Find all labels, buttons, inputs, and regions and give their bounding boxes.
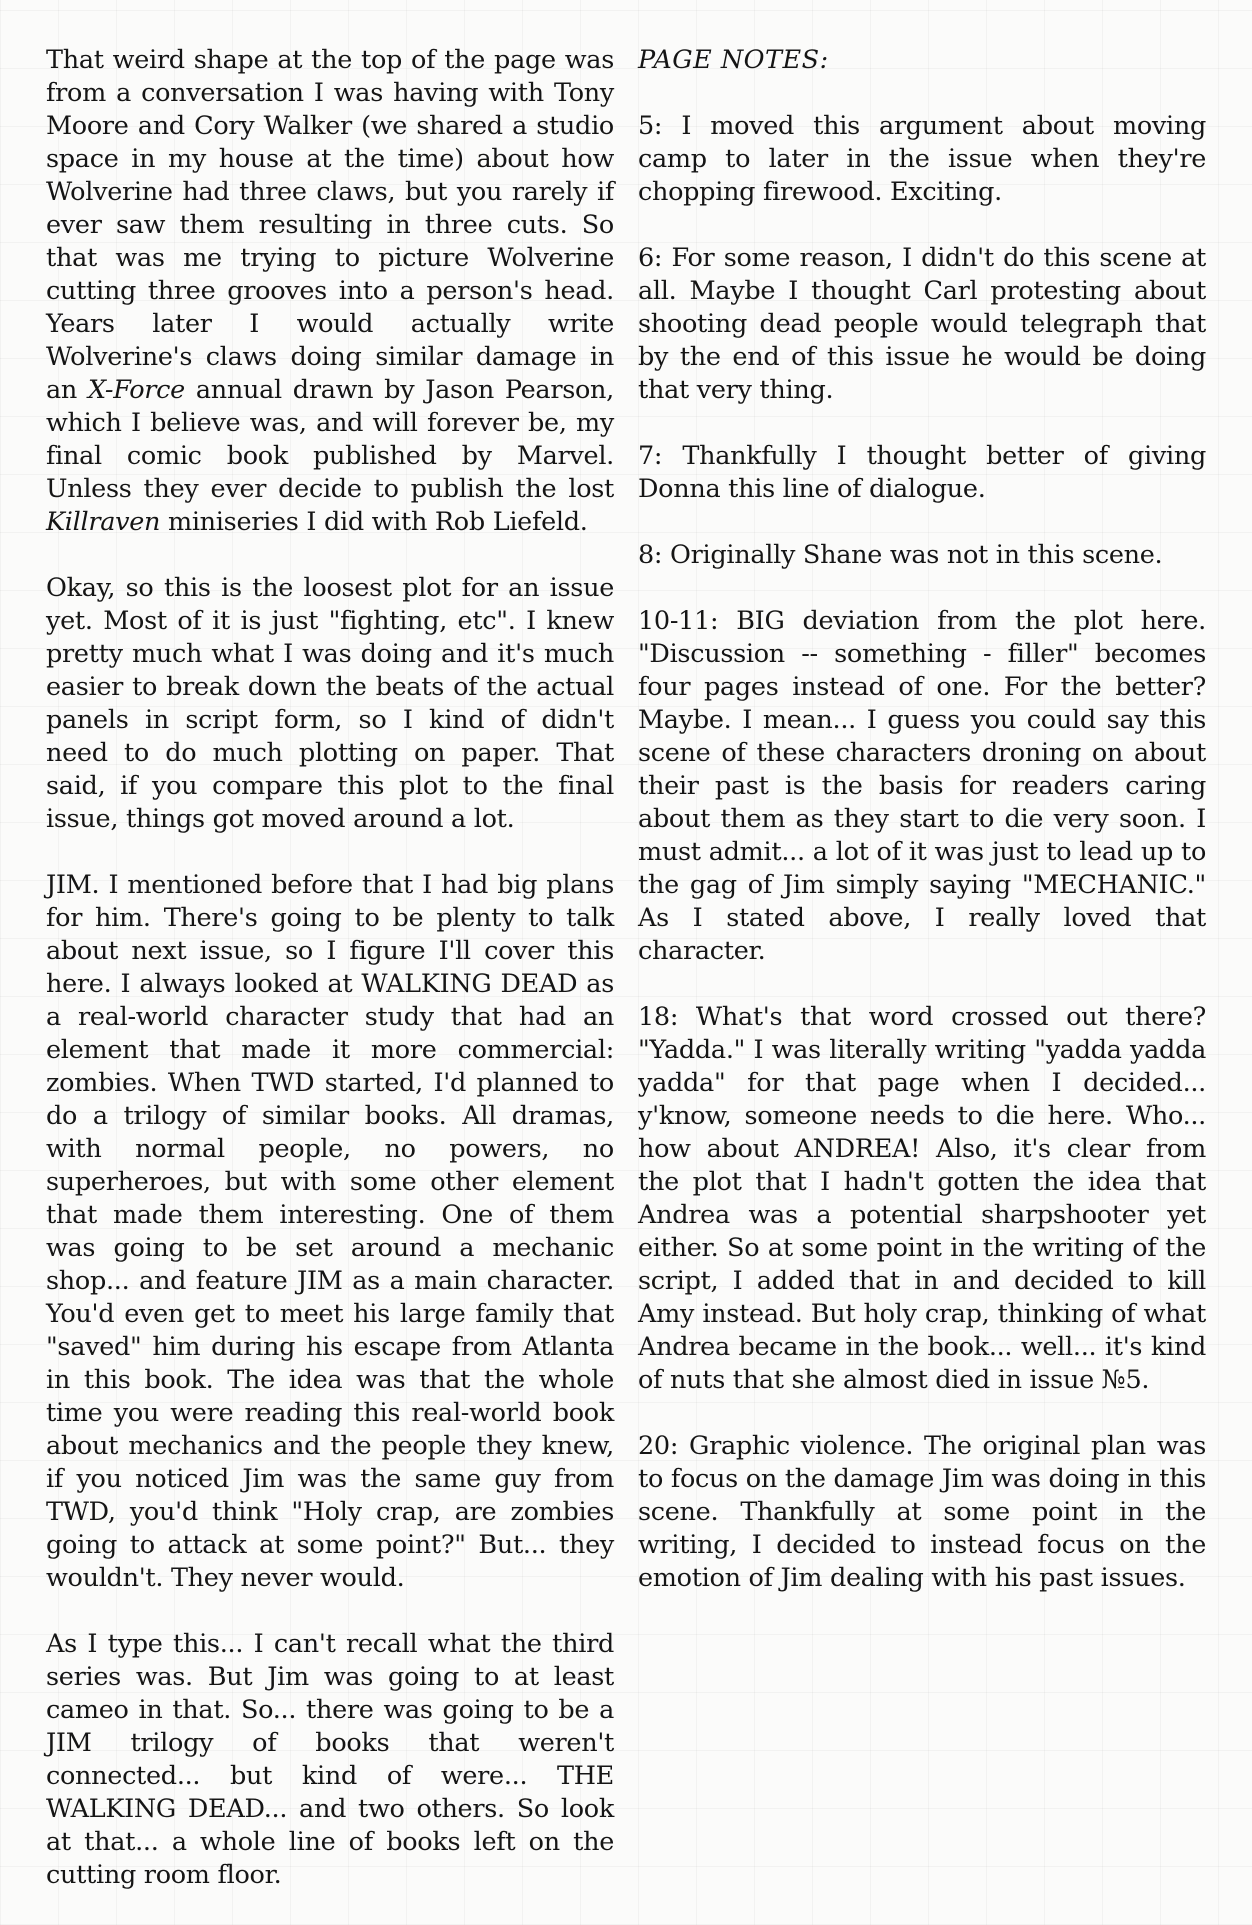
paragraph-text: miniseries I did with Rob Liefeld. [160,507,588,537]
paragraph-trilogy: As I type this... I can't recall what the third series was. But Jim was going to at least cameo in that. So... there was going to be a JIM trilogy of books that weren't connected... but kind of were... THE WALKING DEAD... and two others. So look at that... a whole line of books left on the cutting room floor. [46,1629,614,1890]
page-note: 8: Originally Shane was not in this scene. [638,540,1163,570]
right-column [638,44,1206,1628]
page-note: 7: Thankfully I thought better of giving Donna this line of dialogue. [638,441,1206,504]
paragraph-text: annual drawn by Jason Pearson, which I believe was, and will forever be, my final comic book published by Marvel. Unless they ever decide to publish the lost [46,375,614,504]
page-note: 20: Graphic violence. The original plan was to focus on the damage Jim was doing in this scene. Thankfully at some point in the writing, I decided to instead focus on the emotion of Jim dealing with his past issues. [638,1431,1206,1593]
title-killraven: Killraven [46,507,161,537]
paragraph-loosest-plot: Okay, so this is the loosest plot for an issue yet. Most of it is just "fighting, etc". I knew pretty much what I was doing and it's much easier to break down the beats of the actual panels in script form, so I kind of didn't need to do much plotting on paper. That said, if you compare this plot to the final issue, things got moved around a lot. [46,573,614,834]
page-note: 5: I moved this argument about moving camp to later in the issue when they're chopping firewood. Exciting. [638,111,1206,207]
title-x-force: X-Force [87,375,185,405]
left-column [46,44,614,1925]
paragraph-text: That weird shape at the top of the page was from a conversation I was having with Tony Moore and Cory Walker (we shared a studio space in my house at the time) about how Wolverine had three claws, but you rarely if ever saw them resulting in three cuts. So that was me trying to picture Wolverine cutting three grooves into a person's head. Years later I would actually write Wolverine's claws doing similar damage in an [46,45,614,405]
page-note: 18: What's that word crossed out there? "Yadda." I was literally writing "yadda yadda yadda" for that page when I decided... y'know, someone needs to die here. Who... how about ANDREA! Also, it's clear from the plot that I hadn't gotten the idea that Andrea was a potential sharpshooter yet either. So at some point in the writing of the script, I added that in and decided to kill Amy instead. But holy crap, thinking of what Andrea became in the book... well... it's kind of nuts that she almost died in issue №5. [638,1002,1206,1395]
paragraph-jim: JIM. I mentioned before that I had big plans for him. There's going to be plenty to talk about next issue, so I figure I'll cover this here. I always looked at WALKING DEAD as a real-world character study that had an element that made it more commercial: zombies. When TWD started, I'd planned to do a trilogy of similar books. All dramas, with normal people, no powers, no superheroes, but with some other element that made them interesting. One of them was going to be set around a mechanic shop... and feature JIM as a main character. You'd even get to meet his large family that "saved" him during his escape from Atlanta in this book. The idea was that the whole time you were reading this real-world book about mechanics and the people they knew, if you noticed Jim was the same guy from TWD, you'd think "Holy crap, are zombies going to attack at some point?" But... they wouldn't. They never would. [46,870,614,1593]
page-note: 6: For some reason, I didn't do this scene at all. Maybe I thought Carl protesting about shooting dead people would telegraph that by the end of this issue he would be doing that very thing. [638,243,1206,405]
page-note: 10-11: BIG deviation from the plot here. "Discussion -- something - filler" becomes four pages instead of one. For the better? Maybe. I mean... I guess you could say this scene of these characters droning on about their past is the basis for readers caring about them as they start to die very soon. I must admit... a lot of it was just to lead up to the gag of Jim simply saying "MECHANIC." As I stated above, I really loved that character. [638,606,1206,966]
page-notes-heading: PAGE NOTES: [638,45,829,75]
paragraph-wolverine [46,44,614,539]
